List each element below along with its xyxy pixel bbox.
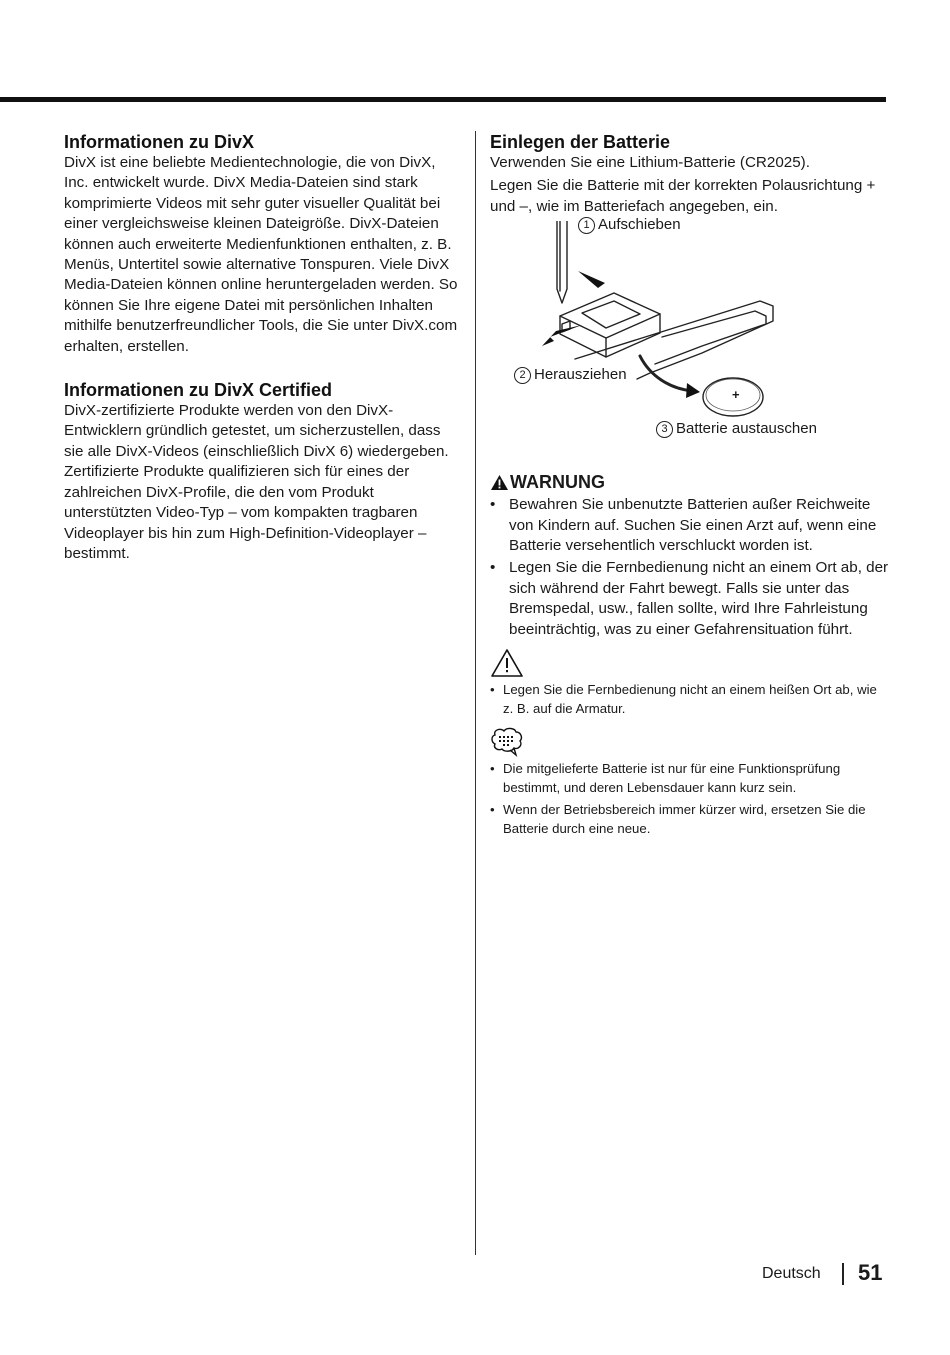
warning-item: • Legen Sie die Fernbedienung nicht an einem Ort ab, der sich während der Fahrt bewegt. Falls sie unter das Bremspedal, usw., fallen sollte, wird Ihre Fahrleistung beeinträchtig, was zu einer Gefahrensituation führt. bbox=[490, 558, 890, 640]
battery-section bbox=[490, 131, 890, 217]
warning-triangle-icon bbox=[490, 474, 509, 491]
divx-certified-title: Informationen zu DivX Certified bbox=[64, 380, 333, 401]
caution-section bbox=[490, 648, 890, 719]
note-icon-block bbox=[490, 727, 890, 757]
battery-title: Einlegen der Batterie bbox=[490, 132, 671, 152]
page-number: 51 bbox=[858, 1260, 883, 1285]
divx-section bbox=[64, 131, 462, 357]
step-2-number: 2 bbox=[514, 367, 531, 384]
step-batterie-austauschen bbox=[656, 420, 817, 438]
right-column bbox=[490, 131, 890, 839]
battery-figure bbox=[490, 216, 890, 471]
caution-icon-block bbox=[490, 648, 890, 678]
caution-list bbox=[490, 680, 890, 719]
divx-certified-section bbox=[64, 379, 462, 564]
note-item: • Die mitgelieferte Batterie ist nur für eine Funktionsprüfung bestimmt, und deren Lebensdauer kann kurz sein. bbox=[490, 759, 890, 798]
warning-section bbox=[490, 471, 890, 640]
caution-item: • Legen Sie die Fernbedienung nicht an einem heißen Ort ab, wie z. B. auf die Armatur. bbox=[490, 680, 890, 719]
warning-title: WARNUNG bbox=[510, 472, 605, 493]
note-speech-bubble-icon bbox=[490, 727, 524, 757]
caution-triangle-icon bbox=[490, 648, 524, 678]
left-column bbox=[64, 131, 462, 564]
note-section bbox=[490, 727, 890, 839]
note-item: • Wenn der Betriebsbereich immer kürzer wird, ersetzen Sie die Batterie durch eine neue. bbox=[490, 800, 890, 839]
step-1-label: Aufschieben bbox=[598, 216, 681, 234]
divx-text: DivX ist eine beliebte Medientechnologie, die von DivX, Inc. entwickelt wurde. DivX Media-Dateien sind stark komprimierte Videos mit sehr guter visueller Qualität bei einer vergleichsweise kleinen Dateigröße. DivX-Dateien können auch erweiterte Medienfunktionen enthalten, z. B. Menüs, Untertitel sowie alternative Tonspuren. Viele DivX Media-Dateien können online heruntergeladen werden. So können Sie Ihre eigene Datei mit persönlichen Inhalten mithilfe benutzerfreundlicher Tools, die Sie unter DivX.com erhalten, erstellen. bbox=[64, 154, 458, 355]
top-rule bbox=[0, 97, 886, 102]
battery-line-1: Verwenden Sie eine Lithium-Batterie (CR2025). bbox=[490, 154, 810, 171]
step-2-label: Herausziehen bbox=[534, 366, 627, 384]
warning-heading bbox=[490, 471, 890, 493]
warning-item: • Bewahren Sie unbenutzte Batterien außer Reichweite von Kindern auf. Suchen Sie einen Arzt auf, wenn eine Batterie versehentlich verschluckt worden ist. bbox=[490, 495, 890, 556]
coin-battery-mark: + bbox=[732, 387, 740, 403]
battery-line-2: Legen Sie die Batterie mit der korrekten Polausrichtung + und –, wie im Batteriefach angegeben, ein. bbox=[490, 177, 876, 215]
divx-title: Informationen zu DivX bbox=[64, 132, 255, 152]
footer-language: Deutsch bbox=[762, 1265, 821, 1282]
footer-separator bbox=[842, 1263, 844, 1285]
step-aufschieben bbox=[578, 216, 681, 234]
step-3-label: Batterie austauschen bbox=[676, 420, 817, 438]
column-divider bbox=[475, 131, 476, 1255]
step-3-number: 3 bbox=[656, 421, 673, 438]
step-1-number: 1 bbox=[578, 217, 595, 234]
warning-list bbox=[490, 495, 890, 640]
step-herausziehen bbox=[514, 366, 627, 384]
divx-certified-text: DivX-zertifizierte Produkte werden von den DivX-Entwicklern gründlich getestet, um sicherzustellen, dass sie alle DivX-Videos (einschließlich DivX 6) wiedergeben. Zertifizierte Produkte qualifizieren sich für eines der zahlreichen DivX-Profile, die den vom Produkt unterstützten Video-Typ – vom kompakten tragbaren Videoplayer bis hin zum High-Definition-Videoplayer – bestimmt. bbox=[64, 402, 449, 562]
note-list bbox=[490, 759, 890, 839]
